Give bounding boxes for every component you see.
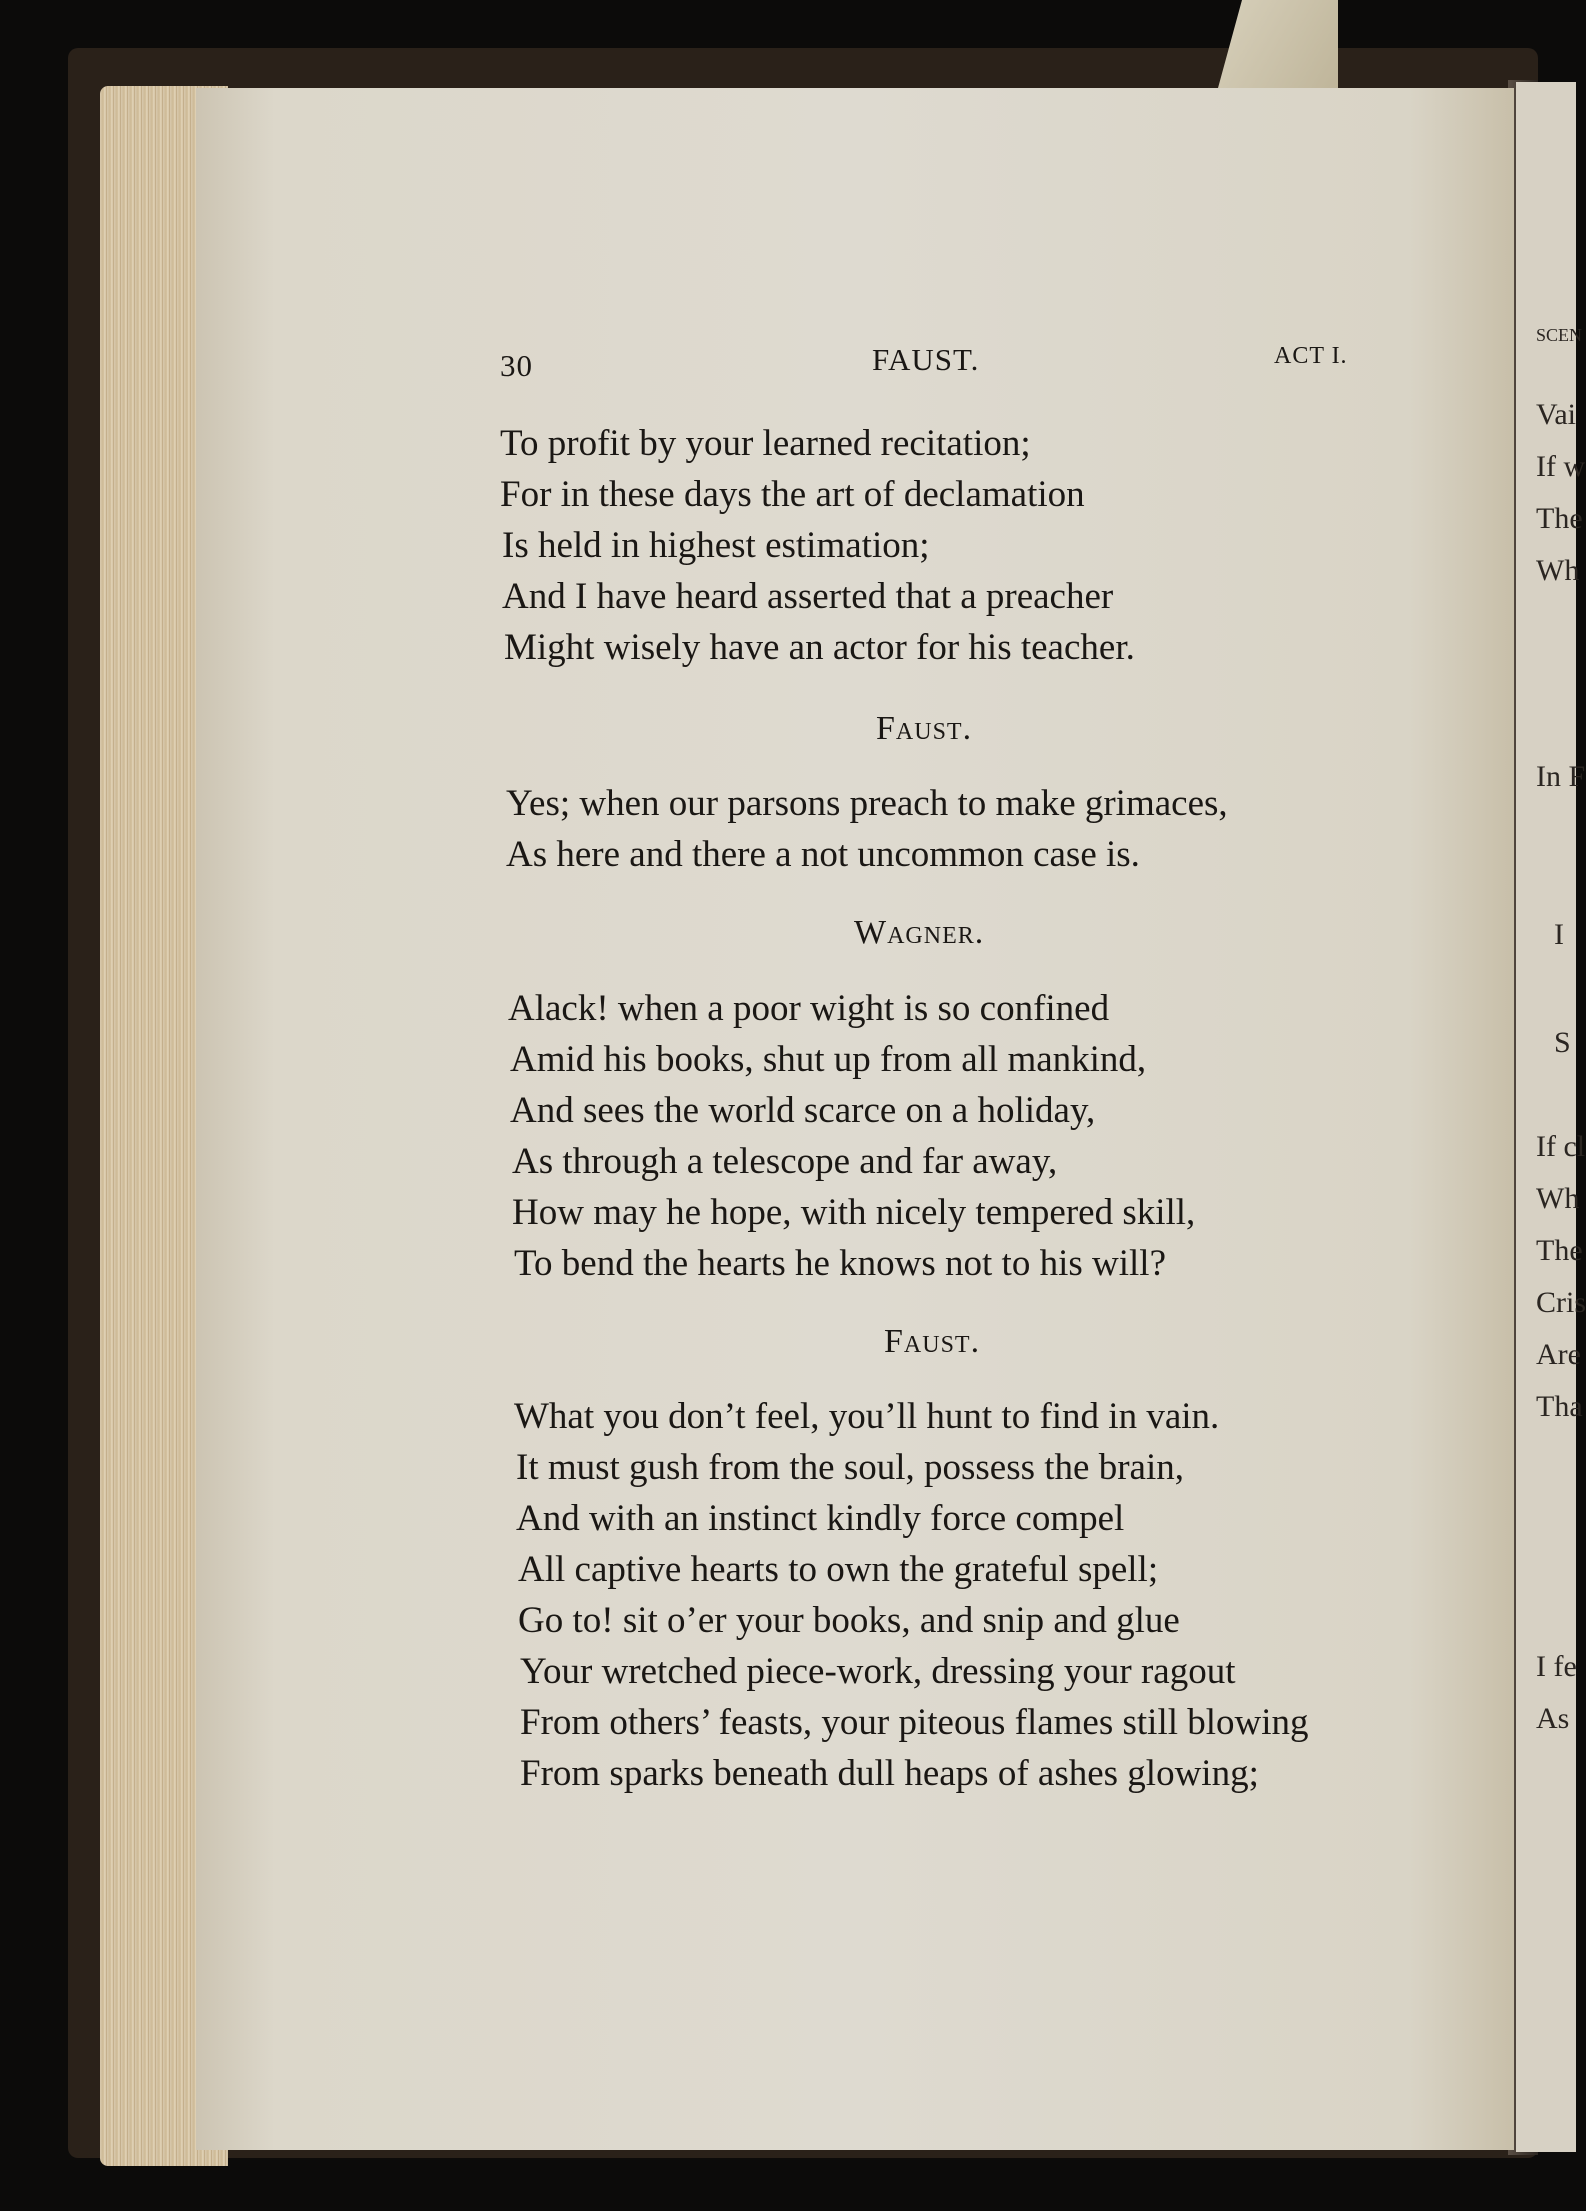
facing-page (1516, 82, 1576, 2152)
verse-line: And I have heard asserted that a preacher (502, 576, 1114, 617)
verse-line: Yes; when our parsons preach to make grimaces, (506, 783, 1228, 824)
facing-page-text: Vai (1536, 398, 1576, 431)
verse-line: Is held in highest estimation; (502, 525, 930, 566)
bookmark-ribbon (1218, 0, 1338, 88)
verse-line: From others’ feasts, your piteous flames still blowing (520, 1702, 1309, 1743)
facing-page-text: As (1536, 1702, 1570, 1735)
facing-page-text: Cris (1536, 1286, 1586, 1319)
facing-page-text: I fe (1536, 1650, 1577, 1683)
verse-line: How may he hope, with nicely tempered skill, (512, 1192, 1196, 1233)
speaker-heading: Faust. (876, 710, 973, 747)
facing-page-text: Tha (1536, 1390, 1583, 1423)
verse-line: Alack! when a poor wight is so confined (508, 988, 1110, 1029)
verse-line: What you don’t feel, you’ll hunt to find in vain. (514, 1396, 1220, 1437)
facing-page-text: Are (1536, 1338, 1581, 1371)
facing-page-text: The (1536, 1234, 1583, 1267)
facing-page-text: SCEN (1536, 325, 1583, 345)
facing-page-text: In F (1536, 760, 1586, 793)
act-label: ACT I. (1274, 343, 1348, 369)
verse-line: All captive hearts to own the grateful spell; (518, 1549, 1159, 1590)
facing-page-text: If cl (1536, 1130, 1586, 1163)
verse-line: Amid his books, shut up from all mankind, (510, 1039, 1147, 1080)
facing-page-text: Wh (1536, 1182, 1580, 1215)
speaker-heading: Wagner. (854, 914, 985, 951)
verse-line: To bend the hearts he knows not to his will? (514, 1243, 1166, 1284)
facing-page-text: I (1554, 918, 1564, 951)
speaker-heading: Faust. (884, 1323, 981, 1360)
page-number: 30 (500, 348, 533, 383)
running-title: FAUST. (872, 342, 980, 377)
verse-line: Might wisely have an actor for his teacher. (504, 627, 1135, 668)
facing-page-text: S (1554, 1026, 1571, 1059)
verse-line: From sparks beneath dull heaps of ashes glowing; (520, 1753, 1259, 1794)
verse-line: It must gush from the soul, possess the brain, (516, 1447, 1185, 1488)
verse-line: And sees the world scarce on a holiday, (510, 1090, 1096, 1131)
verse-line: As through a telescope and far away, (512, 1141, 1058, 1182)
verse-line: As here and there a not uncommon case is. (506, 834, 1140, 875)
verse-line: To profit by your learned recitation; (500, 423, 1031, 464)
facing-page-text: The (1536, 502, 1583, 535)
facing-page-text: Wh (1536, 554, 1580, 587)
verse-line: And with an instinct kindly force compel (516, 1498, 1125, 1539)
verse-line: For in these days the art of declamation (500, 474, 1085, 515)
verse-line: Your wretched piece-work, dressing your ragout (520, 1651, 1236, 1692)
facing-page-text: If w (1536, 450, 1586, 483)
verse-line: Go to! sit o’er your books, and snip and glue (518, 1600, 1180, 1641)
